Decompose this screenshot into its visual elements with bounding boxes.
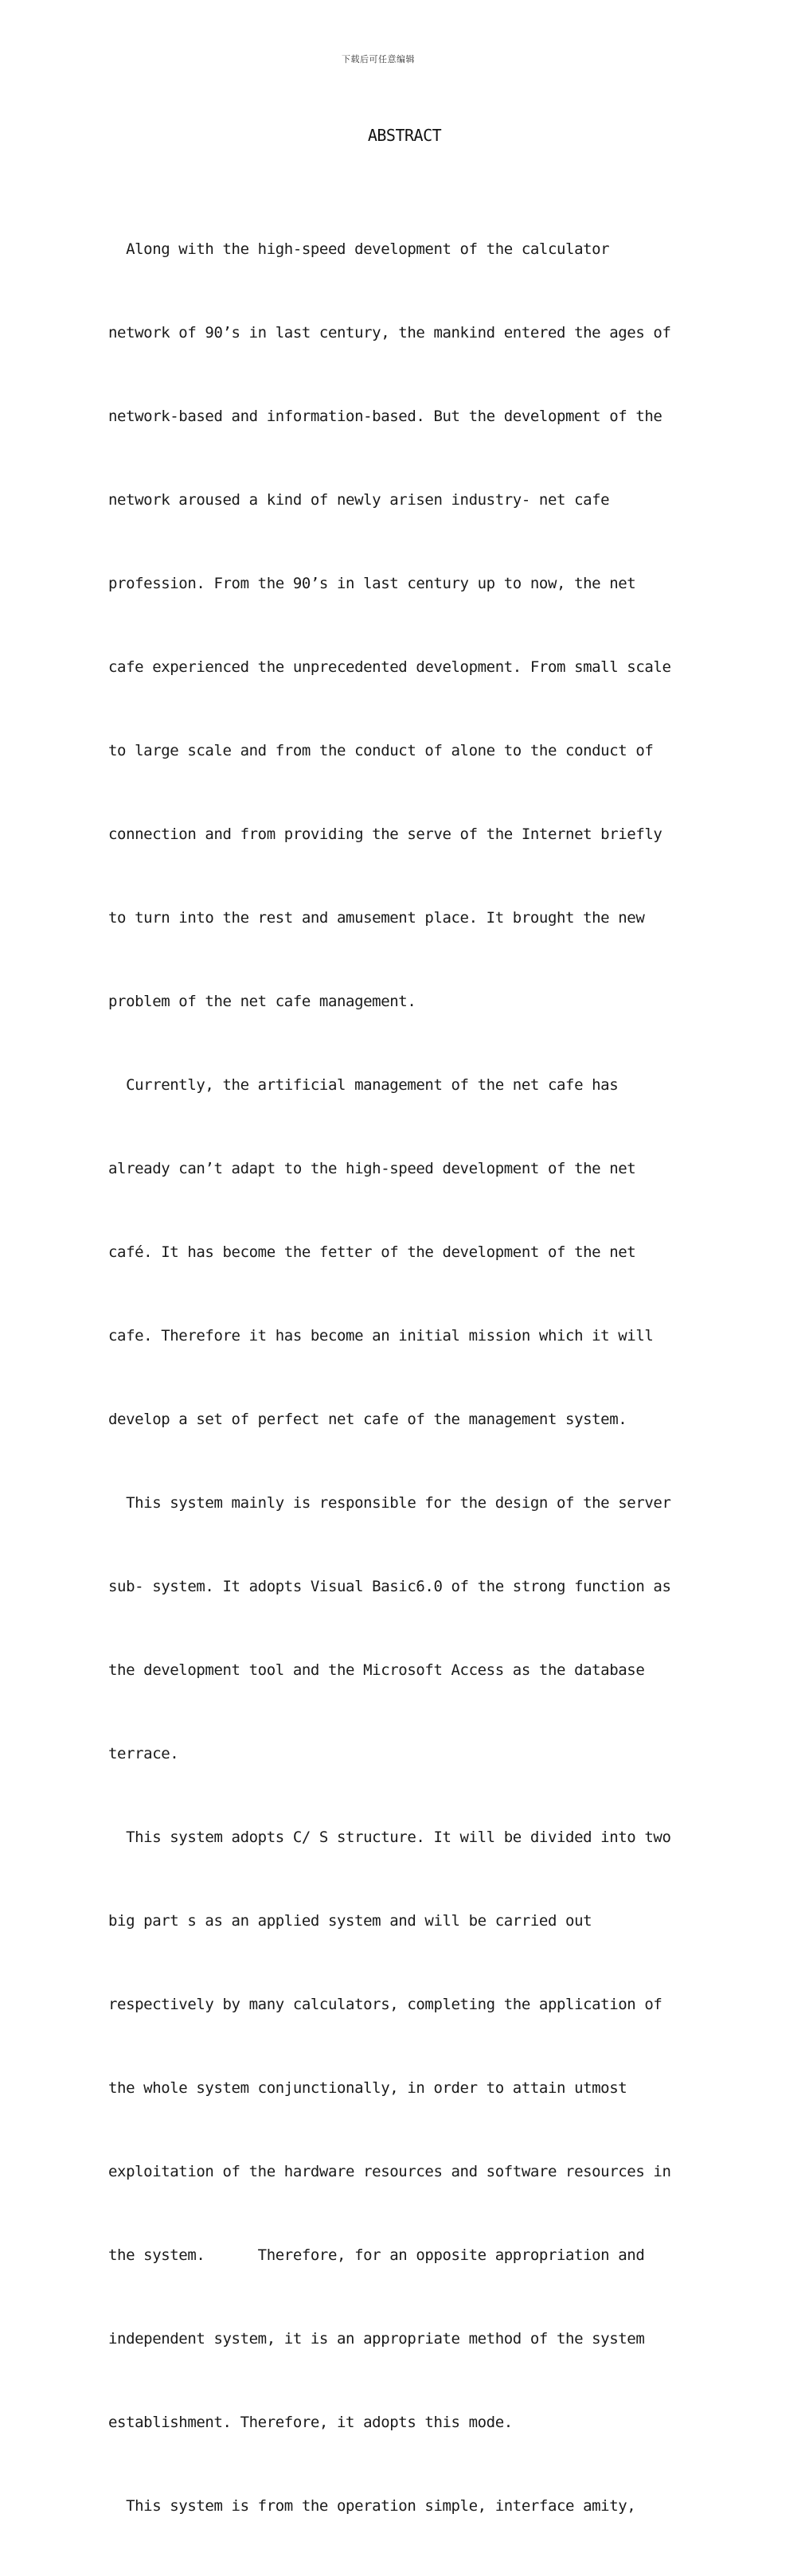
text-line: the system. Therefore, for an opposite appropriation and <box>108 2246 645 2264</box>
text-line: profession. From the 90’s in last century up to now, the net <box>108 575 636 592</box>
text-line: independent system, it is an appropriate method of the system <box>108 2330 645 2348</box>
text-line: already can’t adapt to the high-speed development of the net <box>108 1160 636 1177</box>
text-line: terrace. <box>108 1745 179 1762</box>
text-line: establishment. Therefore, it adopts this mode. <box>108 2414 513 2431</box>
text-line: the whole system conjunctionally, in order to attain utmost <box>108 2079 627 2097</box>
abstract-body <box>108 180 713 2576</box>
text-line: problem of the net cafe management. <box>108 993 416 1010</box>
text-line: network aroused a kind of newly arisen industry- net cafe <box>108 491 610 509</box>
page-title: ABSTRACT <box>367 126 442 145</box>
text-line: develop a set of perfect net cafe of the management system. <box>108 1411 627 1428</box>
text-line: network-based and information-based. But the development of the <box>108 408 662 425</box>
text-line: cafe. Therefore it has become an initial mission which it will <box>108 1327 654 1345</box>
text-line: big part s as an applied system and will be carried out <box>108 1912 592 1930</box>
text-line: to turn into the rest and amusement place. It brought the new <box>108 909 645 927</box>
header-note: 下载后可任意编辑 <box>342 54 415 64</box>
text-line: connection and from providing the serve of the Internet briefly <box>108 825 662 843</box>
text-line: network of 90’s in last century, the mankind entered the ages of <box>108 324 671 342</box>
text-line: café. It has become the fetter of the development of the net <box>108 1243 636 1261</box>
text-line: exploitation of the hardware resources and software resources in <box>108 2163 671 2180</box>
text-line: the development tool and the Microsoft Access as the database <box>108 1661 645 1679</box>
text-line: Along with the high-speed development of the calculator <box>108 240 610 258</box>
text-line: to large scale and from the conduct of alone to the conduct of <box>108 742 654 759</box>
text-line: respectively by many calculators, completing the application of <box>108 1996 662 2013</box>
text-line: This system mainly is responsible for the design of the server <box>108 1494 671 1512</box>
text-line: Currently, the artificial management of the net cafe has <box>108 1076 619 1094</box>
text-line: This system adopts C/ S structure. It will be divided into two <box>108 1829 671 1846</box>
text-line: sub- system. It adopts Visual Basic6.0 of the strong function as <box>108 1578 671 1595</box>
text-line: This system is from the operation simple, interface amity, <box>108 2497 636 2515</box>
text-line: cafe experienced the unprecedented development. From small scale <box>108 658 671 676</box>
